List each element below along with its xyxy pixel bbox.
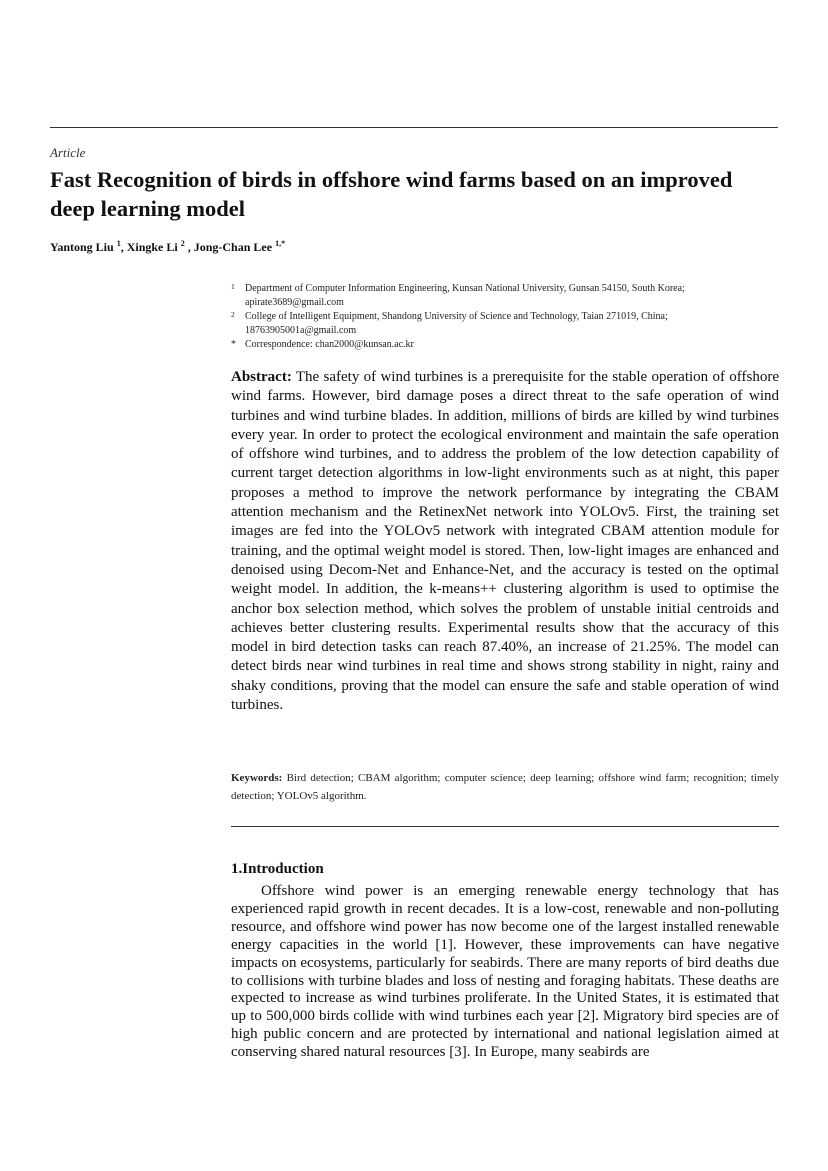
author-name: Jong-Chan Lee: [193, 240, 273, 254]
affiliation-text: Department of Computer Information Engineering, Kunsan National University, Gunsan 54150, South Korea; apirate3689@gmail.com: [245, 283, 685, 308]
author-affiliation-mark: 2: [180, 239, 185, 248]
affiliation-list: [231, 282, 779, 352]
author-name: Yantong Liu: [50, 240, 114, 254]
abstract-label: Abstract:: [231, 369, 292, 385]
affiliation-mark: 2: [231, 310, 235, 319]
paper-title: Fast Recognition of birds in offshore wind farms based on an improved deep learning model: [50, 167, 733, 221]
author-separator: ,: [120, 240, 127, 254]
affiliation-mark: 1: [231, 282, 235, 291]
affiliation-text: College of Intelligent Equipment, Shandong University of Science and Technology, Taian 271019, China; 18763905001a@gmail.com: [245, 311, 668, 336]
author-name: Xingke Li: [126, 240, 178, 254]
introduction-paragraph: Offshore wind power is an emerging renewable energy technology that has experienced rapid growth in recent decades. It is a low-cost, renewable and non-polluting resource, and offshore wind power has now become one of the largest installed renewable energy capacities in the world [1]. However, these improvements can have negative impacts on ecosystems, particularly for seabirds. There are many reports of bird deaths due to collisions with turbine blades and loss of nesting and foraging habitats. These deaths are expected to increase as wind turbines proliferate. In the United States, it is estimated that up to 500,000 birds collide with wind turbines each year [2]. Migratory bird species are of high public concern and are protected by international and national legislation aimed at conserving shared natural resources [3]. In Europe, many seabirds are: [231, 883, 779, 1061]
author-affiliation-mark: 1: [116, 239, 121, 248]
affiliation-item: [231, 282, 779, 310]
keywords-label: Keywords:: [231, 772, 283, 784]
correspondence-item: [231, 338, 779, 352]
correspondence-mark: *: [231, 339, 236, 350]
affiliation-item: [231, 310, 779, 338]
author-affiliation-mark: 1,*: [275, 239, 286, 248]
article-type-label: Article: [50, 145, 86, 160]
section-heading-introduction: 1.Introduction: [231, 861, 324, 877]
top-divider: [50, 127, 778, 128]
abstract-text: The safety of wind turbines is a prerequisite for the stable operation of offshore wind farms. However, bird damage poses a direct threat to the safe operation of wind turbines and wind turbine blades. In addition, millions of birds are killed by wind turbines every year. In order to protect the ecological environment and maintain the safe operation of offshore wind turbines, and to address the problem of the low detection capability of current target detection algorithms in low-light environments such as at night, this paper proposes a method to improve the network performance by integrating the CBAM attention mechanism and the RetinexNet network into YOLOv5. First, the training set images are fed into the YOLOv5 network with integrated CBAM attention module for training, and the optimal weight model is stored. Then, low-light images are enhanced and denoised using Decom-Net and Enhance-Net, and the accuracy is tested on the optimal weight model. In addition, the k-means++ clustering algorithm is used to optimise the anchor box selection method, which solves the problem of unstable initial centroids and achieves better clustering results. Experimental results show that the accuracy of this model in bird detection tasks can reach 87.40%, an increase of 21.25%. The model can detect birds near wind turbines in real time and shows strong stability in night, rainy and shaky conditions, proving that the model can ensure the safe and stable operation of wind turbines.: [231, 369, 779, 714]
correspondence-text: Correspondence: chan2000@kunsan.ac.kr: [245, 339, 414, 350]
keywords-paragraph: [231, 769, 779, 805]
author-list: [50, 239, 285, 255]
keywords-text: Bird detection; CBAM algorithm; computer science; deep learning; offshore wind farm; recognition; timely detection; YOLOv5 algorithm.: [231, 772, 780, 802]
abstract-divider: [231, 826, 779, 827]
author-separator: ,: [184, 240, 194, 254]
abstract-paragraph: [231, 368, 779, 715]
